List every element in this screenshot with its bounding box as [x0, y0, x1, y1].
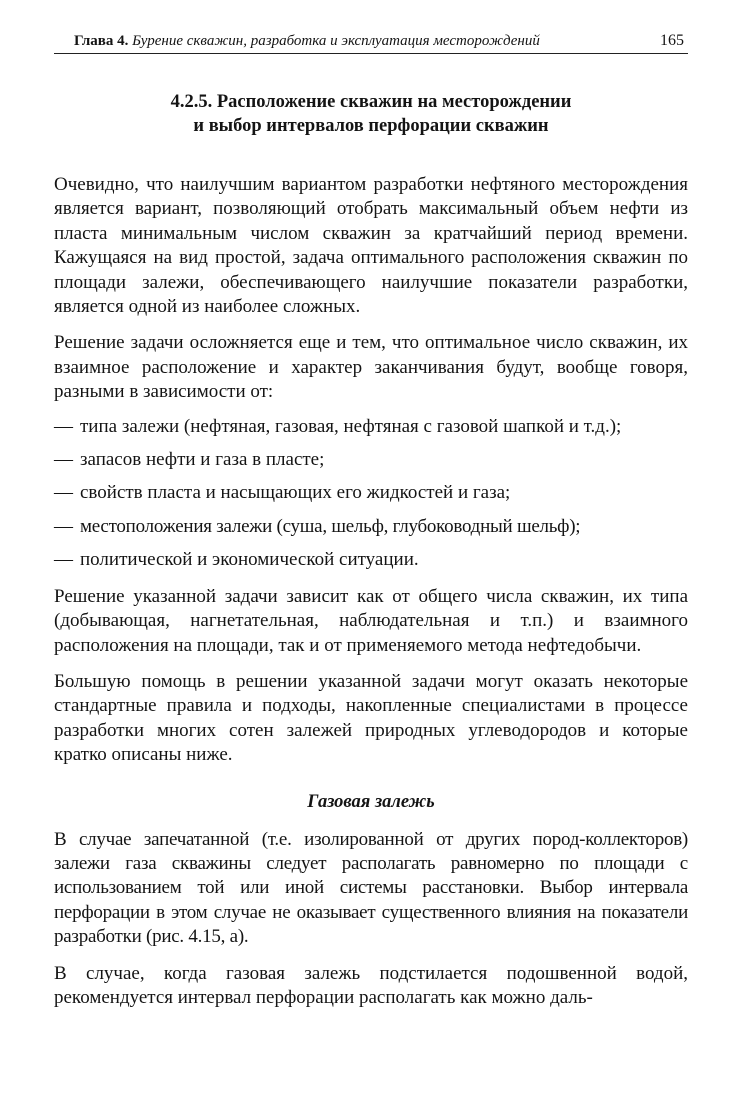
paragraph-intro: Очевидно, что наилучшим вариантом разработки нефтяного месторождения является вариант, позволяющий отобрать максимальный объем нефти из пласта минимальным числом скважин за кратчайший период времени. Кажущаяся на вид простой, задача оптимального расположения скважин по площади залежи, обеспечивающего наилучшие показатели разработки, является одной из наиболее сложных. [54, 174, 688, 318]
list-item [54, 548, 688, 572]
paragraph-complication: Решение задачи осложняется еще и тем, что оптимальное число скважин, их взаимное расположение и характер заканчивания будут, вообще говоря, разными в зависимости от: [54, 332, 688, 403]
list-item [54, 481, 688, 505]
dash-marker: — [54, 482, 73, 504]
paragraph-sealed-gas: В случае запечатанной (т.е. изолированной от других пород-коллекторов) залежи газа скважины следует располагать равномерно по площади с использованием той или иной системы расстановки. Выбор интервала перфорации в этом случае не оказывает существенного влияния на показатели разработки (рис. 4.15, а). [54, 828, 688, 948]
subsection-title: Газовая залежь [307, 791, 435, 812]
section-title [54, 90, 688, 138]
list-item [54, 448, 688, 472]
list-item [54, 415, 688, 439]
paragraph-bottom-water: В случае, когда газовая залежь подстилается подошвенной водой, рекомендуется интервал перфорации располагать как можно даль- [54, 962, 688, 1008]
list-item-text: свойств пласта и насыщающих его жидкостей и газа; [80, 482, 511, 504]
chapter-heading [74, 30, 540, 52]
section-title-line-1: 4.2.5. Расположение скважин на месторождении [170, 92, 572, 112]
running-header [54, 30, 688, 54]
list-item-text: запасов нефти и газа в пласте; [80, 449, 325, 471]
dash-marker: — [54, 549, 73, 571]
list-item-text: местоположения залежи (суша, шельф, глубоководный шельф); [80, 515, 581, 537]
dash-marker: — [54, 449, 73, 471]
dash-marker: — [54, 515, 73, 537]
section-title-line-2: и выбор интервалов перфорации скважин [193, 116, 549, 136]
dash-marker: — [54, 415, 73, 437]
chapter-title: Бурение скважин, разработка и эксплуатация месторождений [132, 33, 540, 49]
chapter-label: Глава 4. [74, 33, 129, 49]
list-item-text: политической и экономической ситуации. [80, 549, 419, 571]
list-item-text: типа залежи (нефтяная, газовая, нефтяная с газовой шапкой и т.д.); [80, 415, 622, 437]
paragraph-solution: Решение указанной задачи зависит как от общего числа скважин, их типа (добывающая, нагнетательная, наблюдательная и т.п.) и взаимного расположения на площади, так и от применяемого метода нефтедобычи. [54, 585, 688, 656]
dependency-list [54, 415, 688, 573]
page-number: 165 [660, 32, 684, 49]
list-item [54, 515, 688, 539]
book-page [54, 30, 688, 1010]
paragraph-help: Большую помощь в решении указанной задачи могут оказать некоторые стандартные правила и подходы, накопленные специалистами в процессе разработки многих сотен залежей природных углеводородов и которые кратко описаны ниже. [54, 670, 688, 766]
